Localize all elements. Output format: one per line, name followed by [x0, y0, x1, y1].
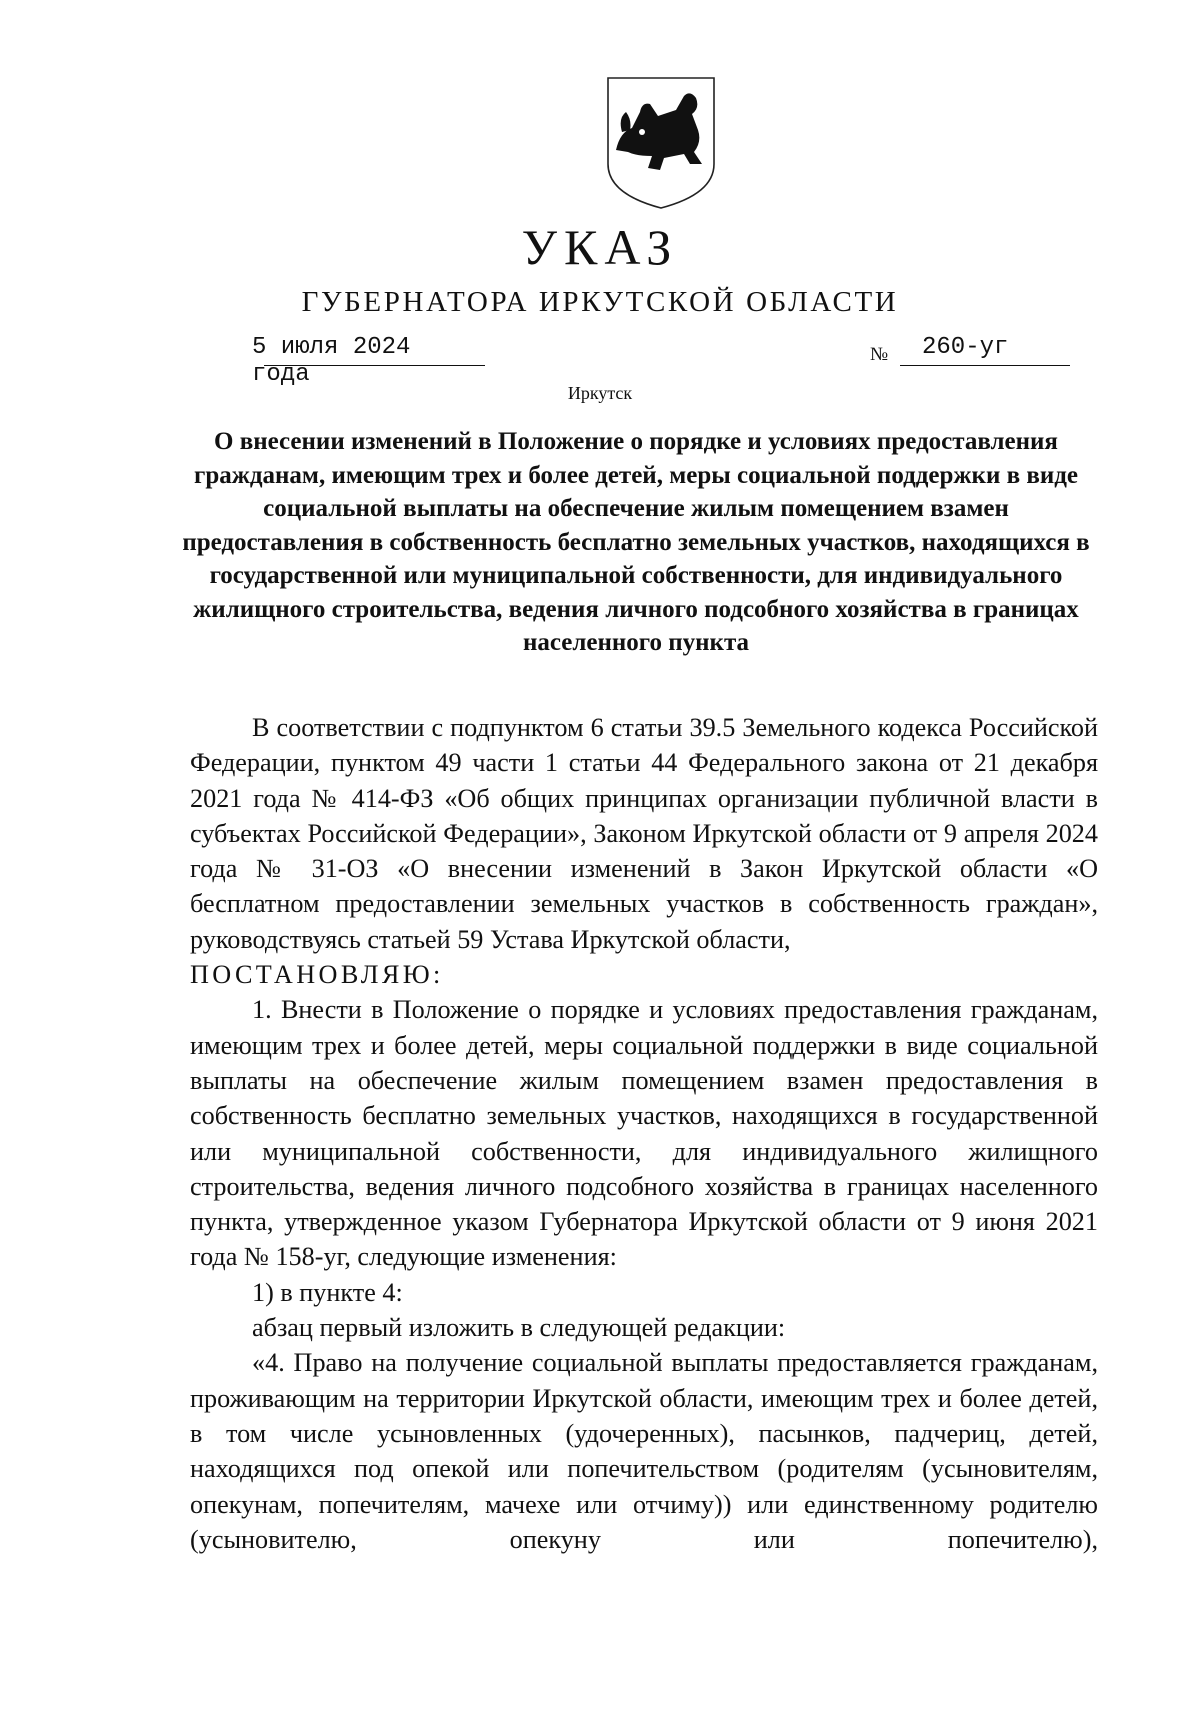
date-field	[250, 334, 475, 388]
subitem-1-text: абзац первый изложить в следующей редакции:	[252, 1313, 786, 1343]
document-type: УКАЗ	[521, 219, 679, 275]
date-underline	[264, 365, 485, 366]
document-date: 5 июля 2024 года	[252, 334, 411, 388]
item-1-paragraph: 1. Внести в Положение о порядке и условиях предоставления гражданам, имеющим трех и более детей, меры социальной поддержки в виде социальной выплаты на обеспечение жилым помещением взамен предоставления в собственность бесплатно земельных участков, находящихся в государственной или муниципальной собственности, для индивидуального жилищного строительства, ведения личного подсобного хозяйства в границах населенного пункта, утвержденное указом Губернатора Иркутской области от 9 июня 2021 года № 158-уг, следующие изменения:	[190, 995, 1098, 1272]
coat-of-arms-emblem	[602, 72, 720, 212]
preamble-paragraph: В соответствии с подпунктом 6 статьи 39.5 Земельного кодекса Российской Федерации, пунктом 49 части 1 статьи 44 Федерального закона от 21 декабря 2021 года № 414-ФЗ «Об общих принципах организации публичной власти в субъектах Российской Федерации», Законом Иркутской области от 9 апреля 2024 года № 31-ОЗ «О внесении изменений в Закон Иркутской области «О бесплатном предоставлении земельных участков в собственность граждан», руководствуясь статьей 59 Устава Иркутской области,	[190, 713, 1098, 954]
subitem-1-paragraph: 1) в пункте 4:	[252, 1277, 403, 1307]
number-underline	[900, 365, 1070, 366]
document-title: О внесении изменений в Положение о порядке и условиях предоставления гражданам, имеющим трех и более детей, меры социальной поддержки в виде социальной выплаты на обеспечение жилым помещением взамен предоставления в собственность бесплатно земельных участков, находящихся в государственной или муниципальной собственности, для индивидуального жилищного строительства, ведения личного подсобного хозяйства в границах населенного пункта	[182, 428, 1090, 656]
issuer: ГУБЕРНАТОРА ИРКУТСКОЙ ОБЛАСТИ	[301, 286, 899, 318]
quoted-paragraph: «4. Право на получение социальной выплаты предоставляется гражданам, проживающим на территории Иркутской области, имеющим трех и более детей, в том числе усыновленных (удочеренных), пасынков, падчериц, детей, находящихся под опекой или попечительством (родителям (усыновителям, опекунам, попечителям, мачехе или отчиму)) или единственному родителю (усыновителю, опекуну или попечителю),	[190, 1348, 1098, 1554]
city: Иркутск	[567, 383, 633, 403]
number-sign: №	[870, 344, 889, 365]
resolve-heading: ПОСТАНОВЛЯЮ:	[190, 960, 444, 990]
number-field	[870, 336, 1070, 376]
document-body	[190, 710, 1098, 1557]
document-number: 260-уг	[922, 334, 1009, 361]
